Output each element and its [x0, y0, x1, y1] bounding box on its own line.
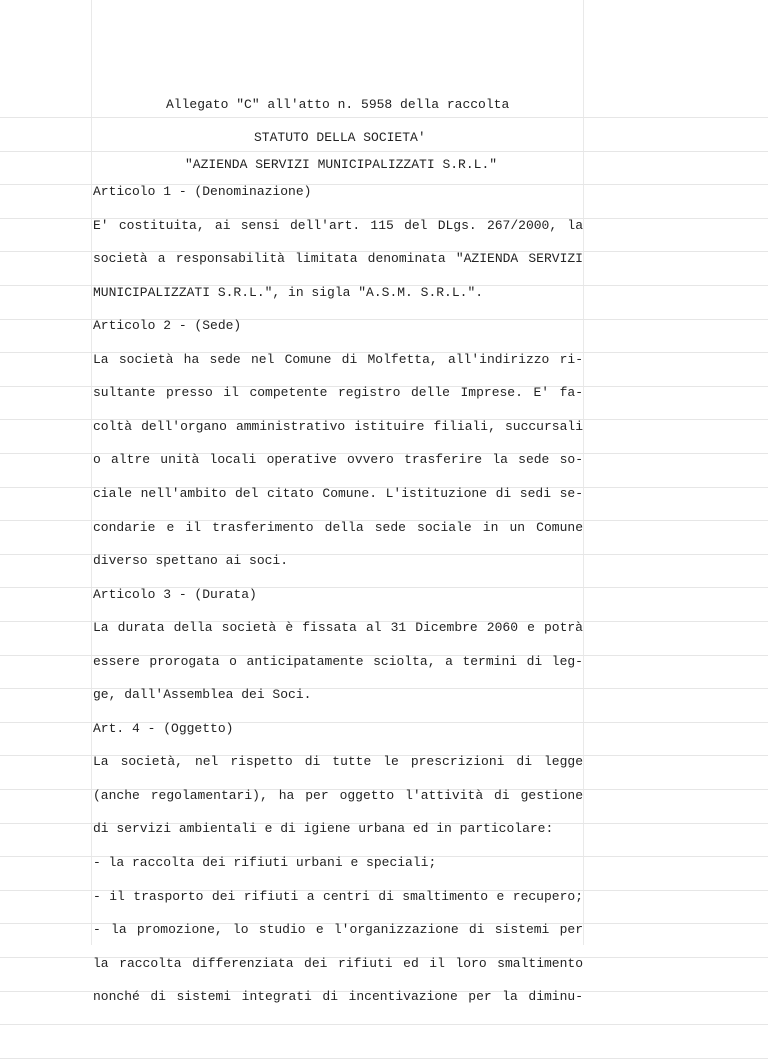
statute-title: STATUTO DELLA SOCIETA'	[254, 130, 426, 145]
statute-line: di servizi ambientali e di igiene urbana ed in particolare:	[93, 821, 554, 837]
ruled-line	[0, 117, 768, 118]
statute-line: Articolo 2 - (Sede)	[93, 318, 242, 334]
statute-line: essere prorogata o anticipatamente sciolta, a termini di leg-	[93, 653, 583, 669]
ruled-line	[0, 1024, 768, 1025]
statute-line: Articolo 1 - (Denominazione)	[93, 184, 312, 199]
statute-line: ge, dall'Assemblea dei Soci.	[93, 687, 312, 703]
statute-line: sultante presso il competente registro delle Imprese. E' fa-	[93, 385, 583, 401]
statute-line: coltà dell'organo amministrativo istituire filiali, succursali	[93, 418, 583, 434]
statute-line: La società ha sede nel Comune di Molfetta, all'indirizzo ri-	[93, 351, 583, 367]
statute-line: - la raccolta dei rifiuti urbani e speciali;	[93, 855, 437, 870]
statute-line: (anche regolamentari), ha per oggetto l'attività di gestione	[93, 787, 583, 803]
statute-line: - il trasporto dei rifiuti a centri di smaltimento e recupero;	[93, 888, 583, 904]
statute-line: - la promozione, lo studio e l'organizzazione di sistemi per	[93, 922, 583, 938]
statute-line: La durata della società è fissata al 31 Dicembre 2060 e potrà	[93, 620, 583, 636]
statute-line: Articolo 3 - (Durata)	[93, 586, 257, 602]
ruled-line	[0, 151, 768, 152]
company-name: "AZIENDA SERVIZI MUNICIPALIZZATI S.R.L."	[185, 157, 498, 172]
statute-line: MUNICIPALIZZATI S.R.L.", in sigla "A.S.M. S.R.L.".	[93, 284, 484, 300]
right-margin-rule	[583, 0, 584, 945]
statute-line: Art. 4 - (Oggetto)	[93, 720, 234, 736]
statute-line: nonché di sistemi integrati di incentivazione per la diminu-	[93, 989, 583, 1005]
statute-line: ciale nell'ambito del citato Comune. L'istituzione di sedi se-	[93, 485, 583, 501]
annex-line: Allegato "C" all'atto n. 5958 della raccolta	[166, 97, 510, 112]
statute-line: La società, nel rispetto di tutte le prescrizioni di legge	[93, 754, 583, 770]
statute-line: E' costituita, ai sensi dell'art. 115 del DLgs. 267/2000, la	[93, 217, 583, 233]
statute-line: condarie e il trasferimento della sede sociale in un Comune	[93, 519, 583, 535]
left-margin-rule	[91, 0, 92, 945]
statute-line: o altre unità locali operative ovvero trasferire la sede so-	[93, 452, 583, 468]
statute-line: società a responsabilità limitata denominata "AZIENDA SERVIZI	[93, 251, 583, 267]
statute-line: diverso spettano ai soci.	[93, 553, 289, 569]
statute-line: la raccolta differenziata dei rifiuti ed il loro smaltimento	[93, 955, 583, 971]
